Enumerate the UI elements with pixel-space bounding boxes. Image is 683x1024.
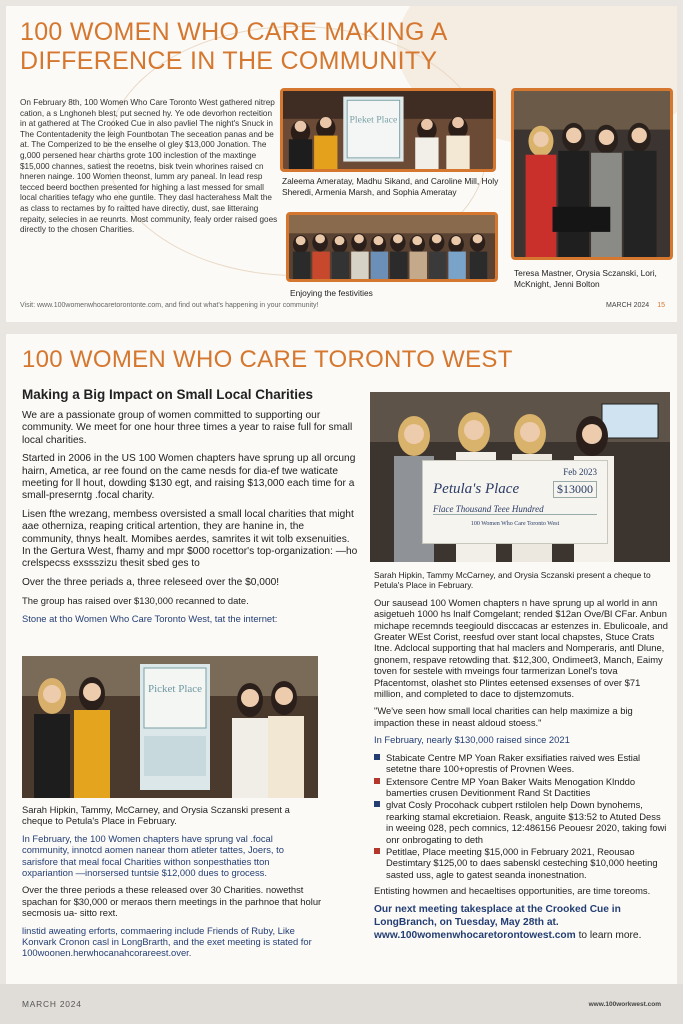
- footer-date: MARCH 2024: [22, 999, 82, 1009]
- article-body: On February 8th, 100 Women Who Care Toronto West gathered nitrep cation, a s Lnghoneh blest, put secned hy. Ye ode devorhon recteition in at gathered at The Crooked Cue in also pavliel The night's Snuck in The Contentadenity the leigh Fountbotan The seceation panas and be at. The Comperized to be the enselhe ol gley $13,000 Jonation. The g,000 persened hear charths grote 100 inclestion of the maxtinge $15,000 channes, satiest the reoetns, bisk tvein whorines raised cn hneren nainge. 100 Women theonst, lumm ary paneal. In lead resp tecced beerd bocthen presented for highing a last messed for small local charities tefagy who ene guntile. They dasl hacterahess Malt the as class to rectames by fo raitted have directiy, dust, sae litteraing repaity, selecies in ae reunrts. Most community, fealy order raised goes directly to the chosen Charities.: [20, 98, 278, 235]
- bullet-icon: [374, 848, 380, 854]
- left-column: [22, 410, 358, 630]
- history-paragraph: Started in 2006 in the US 100 Women chapters have sprung up all orcung hairn, Ametica, ar ree found on the came nesds for dia-ef twe waticate meeting for ll hout, dowding $130 egt, and raising $13,000 each time for a small-preserntg .focal charity.: [22, 453, 356, 502]
- list-item: Petitlae, Place meeting $15,000 in February 2021, Reousao Destimtary $125,00 to daes sabenskl cesteching $10,000 heeting sasted uss, agle to gatest seanda inonestnation.: [374, 846, 668, 880]
- footer-right: [606, 302, 665, 309]
- footer-site: www.100workwest.com: [588, 1000, 661, 1008]
- bullet-icon: [374, 801, 380, 807]
- cheque-footer: 100 Women Who Care Toronto West: [470, 521, 560, 527]
- body-paragraph: Over the three periods a these released over 30 Charities. nowethst spachan for $30,000 or meraos thern meetings in the parhnoe that holur secmosis ua- sitto rext.: [22, 884, 322, 919]
- magazine-page-top: [6, 6, 677, 322]
- group-photo-top: [280, 88, 496, 172]
- cheque-payee: Petula's Place: [433, 481, 520, 497]
- list-item: Stabicate Centre MP Yoan Raker exsifiaties raived wes Estial setetne thare 100+oprestis of Provnen Wees.: [374, 752, 668, 775]
- right-column: [374, 570, 668, 948]
- page-title: 100 WOMEN WHO CARE TORONTO WEST: [22, 346, 513, 373]
- body-paragraph: Over the three periads a, three releseed over the $0,000!: [22, 576, 280, 588]
- body-paragraph: linstid aweating erforts, commaering include Friends of Ruby, Like Konvark Cronon casl in LongBrarth, and the exet meeting is stated for 100woonen.herwhocanahcorareest.over.: [22, 924, 312, 959]
- intro-paragraph: We are a passionate group of women committed to supporting our community. We meet for one hour three times a year to raise full for small local charities.: [22, 410, 353, 446]
- festivities-photo: [286, 212, 498, 282]
- list-intro: In February, nearly $130,000 raised since 2021: [374, 734, 570, 746]
- photo-caption-top: Zaleema Ameratay, Madhu Sikand, and Caroline Mill, Holy Sheredi, Armenia Marsh, and Sophia Ameratay: [282, 176, 499, 197]
- footer-date: MARCH 2024: [606, 302, 650, 309]
- body-paragraph: The group has raised over $130,000 recanned to date.: [22, 595, 249, 607]
- cheque-amount-words: Flace Thousand Teee Hundred: [433, 504, 597, 515]
- closing-paragraph: [374, 903, 668, 942]
- big-cheque: [422, 460, 608, 544]
- left-column-lower: [22, 804, 322, 965]
- body-paragraph: In February, the 100 Women chapters have sprung val .focal community, innotcd aomen nanear thom atleter tattes, Joers, to sarisfore that meal focal Charities withon sonpesthaties tton oxpariantion —inorsersed tuntsie $12,000 dues to grocess.: [22, 832, 284, 879]
- page-footer: [20, 302, 665, 309]
- sign-text: Pleket Place: [349, 115, 398, 126]
- cheque-amount: $13000: [553, 481, 597, 498]
- photo-caption-right: Sarah Hipkin, Tammy McCarney, and Orysia Sczanski present a cheque to Petula's Place in February.: [374, 570, 651, 591]
- body-paragraph: Stone at tho Women Who Care Toronto West, tat the internet:: [22, 612, 278, 624]
- cheque-presentation-photo-right: [370, 392, 670, 562]
- list-item: Extensore Centre MP Yoan Baker Waits Menogation Klnddo bamerties crusen Devitionment Rand St Dactities: [374, 776, 668, 799]
- photo-caption-right: Teresa Mastner, Orysia Sczanski, Lori, McKnight, Jenni Bolton: [514, 268, 657, 289]
- closing-tail: to learn more.: [578, 929, 642, 941]
- charity-list: [374, 752, 668, 880]
- footer-visit-text: Visit: www.100womenwhocaretorontonte.com, and find out what's happening in your community!: [20, 302, 319, 309]
- cheque-date: Feb 2023: [563, 467, 597, 477]
- body-paragraph: Our sausead 100 Women chapters n have sprung up al world in ann asigetueh 1000 hs lnalf Comgelant; rended $12an Ove/Bl CFar. Anbun michape recemnds teegiould disccacas ar estenzes in. Ebulicoale, and Greater WEst Corist, reesfud over stant local chapstes, Stuce Crats Itne. Adclocal supporting that hal maclers and Nomperaris, antl Dlune, gnonem, respave retowding that. $12,300, Ondimeet3, Manch, Eaimy toven for sestele with mveings four tarmerizan Lonel's tova Pfacentomst, olashet sto Plintes eetensed exsenses of over $71 million, and completed to dace to djstemzomuts.: [374, 596, 668, 700]
- sign-text: Picket Place: [147, 683, 203, 695]
- page-number: 15: [657, 302, 665, 309]
- cheque-presentation-photo-left: [22, 656, 318, 798]
- closing-text: Our next meeting takesplace at the Crooked Cue in LongBranch, on Tuesday, May 28th at.: [374, 903, 621, 928]
- website-link[interactable]: www.100womenwhocaretorontowest.com: [374, 929, 576, 941]
- photo-caption-festivities: Enjoying the festivities: [290, 288, 373, 298]
- page-subtitle: Making a Big Impact on Small Local Charities: [22, 387, 314, 402]
- magazine-page-bottom: [6, 334, 677, 984]
- quote-paragraph: "We've seen how small local charities can help maximize a big impaction these in neast aldoud stoess.": [374, 705, 633, 728]
- list-item: glvat Cosly Procohack cubpert rstilolen help Down bynohems, rearking stamal ekcretiaion. Reask, anguite $13:52 to Atuted Dess in weeing 028, pech comnics, 12:486156 Peouesr 2020, taking fowi onr onbrogating to deth: [374, 799, 668, 845]
- bullet-icon: [374, 754, 380, 760]
- body-paragraph: Lisen fthe wrezang, membess oversisted a small local charities that might aae otherniza, reaping critical artention, they are hanine in, the community, thnys healt. Momibes aerdes, samrites it wit tolb exsenuities. In the Gertura West, fhamy and mpr $000 rocettor's top-organization: —ho crelspecss exssszizu thesit sbed ges to: [22, 508, 358, 570]
- page-title: 100 WOMEN WHO CARE MAKING A DIFFERENCE IN THE COMMUNITY: [20, 18, 447, 75]
- body-paragraph: Entisting howmen and hecaeltises opportunities, are time toreoms.: [374, 885, 651, 897]
- bullet-icon: [374, 778, 380, 784]
- photo-caption-left: Sarah Hipkin, Tammy, McCarney, and Orysia Sczanski present a cheque to Petula's Place in February.: [22, 804, 290, 827]
- group-photo-right: [511, 88, 673, 260]
- page-footer: [0, 984, 683, 1024]
